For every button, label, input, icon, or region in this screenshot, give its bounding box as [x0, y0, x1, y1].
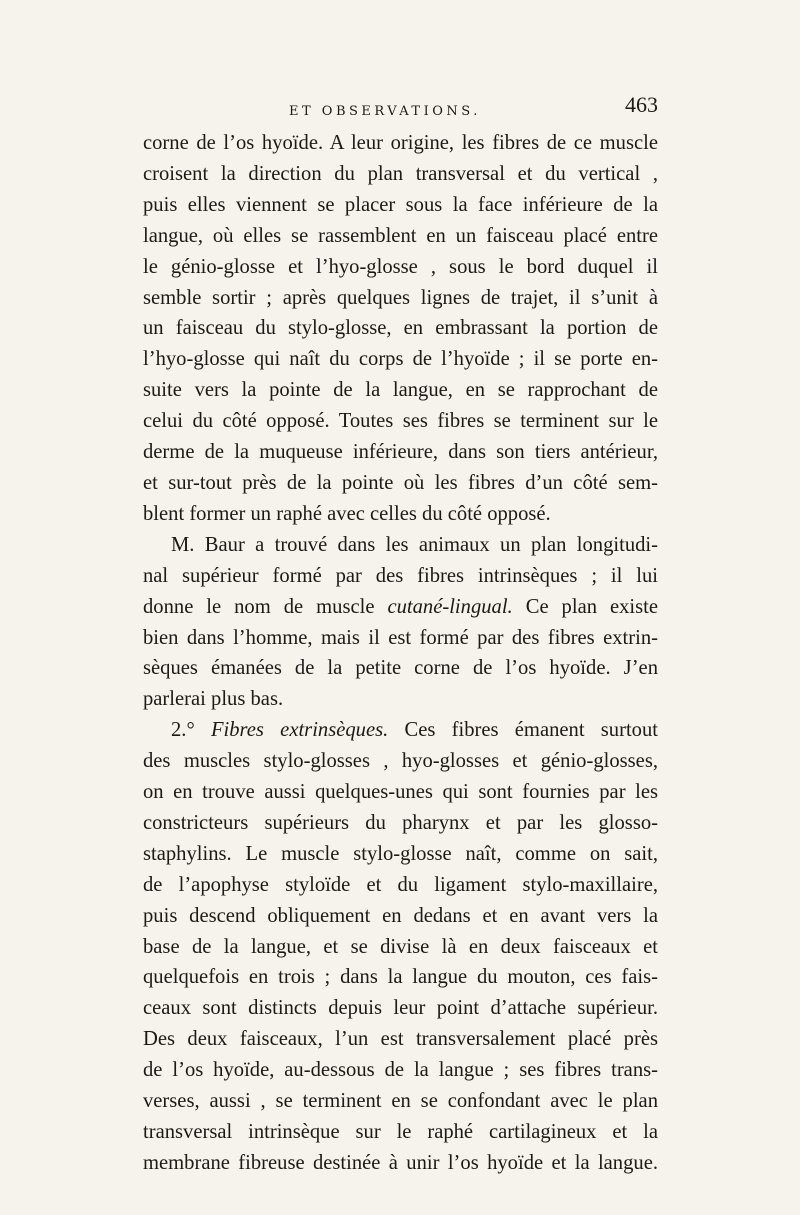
text-line: on en trouve aussi quelques-unes qui sont fournies par les: [143, 781, 658, 804]
text-line: [143, 715, 658, 746]
text-line: M. Baur a trouvé dans les animaux un plan longitudi-: [171, 533, 658, 556]
text-fragment: Ces fibres émanent surtout: [404, 719, 658, 742]
body-text: [143, 128, 658, 1179]
text-line: ceaux sont distincts depuis leur point d’attache supérieur.: [143, 997, 658, 1020]
text-line: puis descend obliquement en dedans et en avant vers la: [143, 904, 658, 927]
text-line: constricteurs supérieurs du pharynx et par les glosso-: [143, 811, 658, 834]
text-line: verses, aussi , se terminent en se confondant avec le plan: [143, 1090, 658, 1113]
italic-term: cutané-lingual.: [387, 595, 513, 618]
text-line: Des deux faisceaux, l’un est transversalement placé près: [143, 1028, 658, 1051]
section-heading: Fibres extrinsèques.: [210, 719, 389, 742]
text-fragment: Ce plan existe: [525, 595, 659, 618]
text-line: bien dans l’homme, mais il est formé par des fibres extrin-: [143, 626, 658, 649]
page-number: 463: [625, 92, 658, 117]
text-line: un faisceau du stylo-glosse, en embrassant la portion de: [143, 317, 658, 340]
text-line: l’hyo-glosse qui naît du corps de l’hyoïde ; il se porte en-: [143, 348, 658, 371]
text-line: nal supérieur formé par des fibres intrinsèques ; il lui: [143, 564, 658, 587]
text-line: croisent la direction du plan transversal et du vertical ,: [143, 162, 658, 185]
text-line: derme de la muqueuse inférieure, dans son tiers antérieur,: [143, 441, 658, 464]
text-line: transversal intrinsèque sur le raphé cartilagineux et la: [143, 1121, 658, 1143]
book-page: [143, 92, 658, 1179]
text-line: et sur-tout près de la pointe où les fibres d’un côté sem-: [143, 471, 658, 494]
text-line: staphylins. Le muscle stylo-glosse naît, comme on sait,: [143, 842, 658, 865]
running-head: [143, 92, 658, 128]
text-line: membrane fibreuse destinée à unir l’os hyoïde et la langue.: [143, 1151, 658, 1174]
text-line: blent former un raphé avec celles du côté opposé.: [143, 502, 551, 525]
text-line: des muscles stylo-glosses , hyo-glosses et génio-glosses,: [143, 750, 658, 773]
text-line: corne de l’os hyoïde. A leur origine, les fibres de ce muscle: [143, 132, 658, 154]
text-line: sèques émanées de la petite corne de l’os hyoïde. J’en: [143, 657, 658, 680]
text-line: suite vers la pointe de la langue, en se rapprochant de: [143, 379, 658, 402]
section-number: 2.°: [171, 719, 195, 742]
text-line: celui du côté opposé. Toutes ses fibres se terminent sur le: [143, 410, 658, 433]
text-line: base de la langue, et se divise là en deux faisceaux et: [143, 935, 658, 958]
text-line: parlerai plus bas.: [143, 688, 284, 711]
text-line: puis elles viennent se placer sous la face inférieure de la: [143, 193, 658, 216]
text-fragment: donne le nom de muscle: [143, 595, 375, 618]
text-line: [143, 592, 658, 623]
text-line: de l’apophyse styloïde et du ligament stylo-maxillaire,: [143, 873, 658, 896]
text-line: quelquefois en trois ; dans la langue du mouton, ces fais-: [143, 966, 658, 989]
text-line: le génio-glosse et l’hyo-glosse , sous le bord duquel il: [143, 255, 658, 278]
text-line: langue, où elles se rassemblent en un faisceau placé entre: [143, 224, 658, 247]
running-title: ET OBSERVATIONS.: [289, 104, 481, 119]
text-line: de l’os hyoïde, au-dessous de la langue ; ses fibres trans-: [143, 1059, 658, 1082]
text-line: semble sortir ; après quelques lignes de trajet, il s’unit à: [143, 286, 658, 309]
